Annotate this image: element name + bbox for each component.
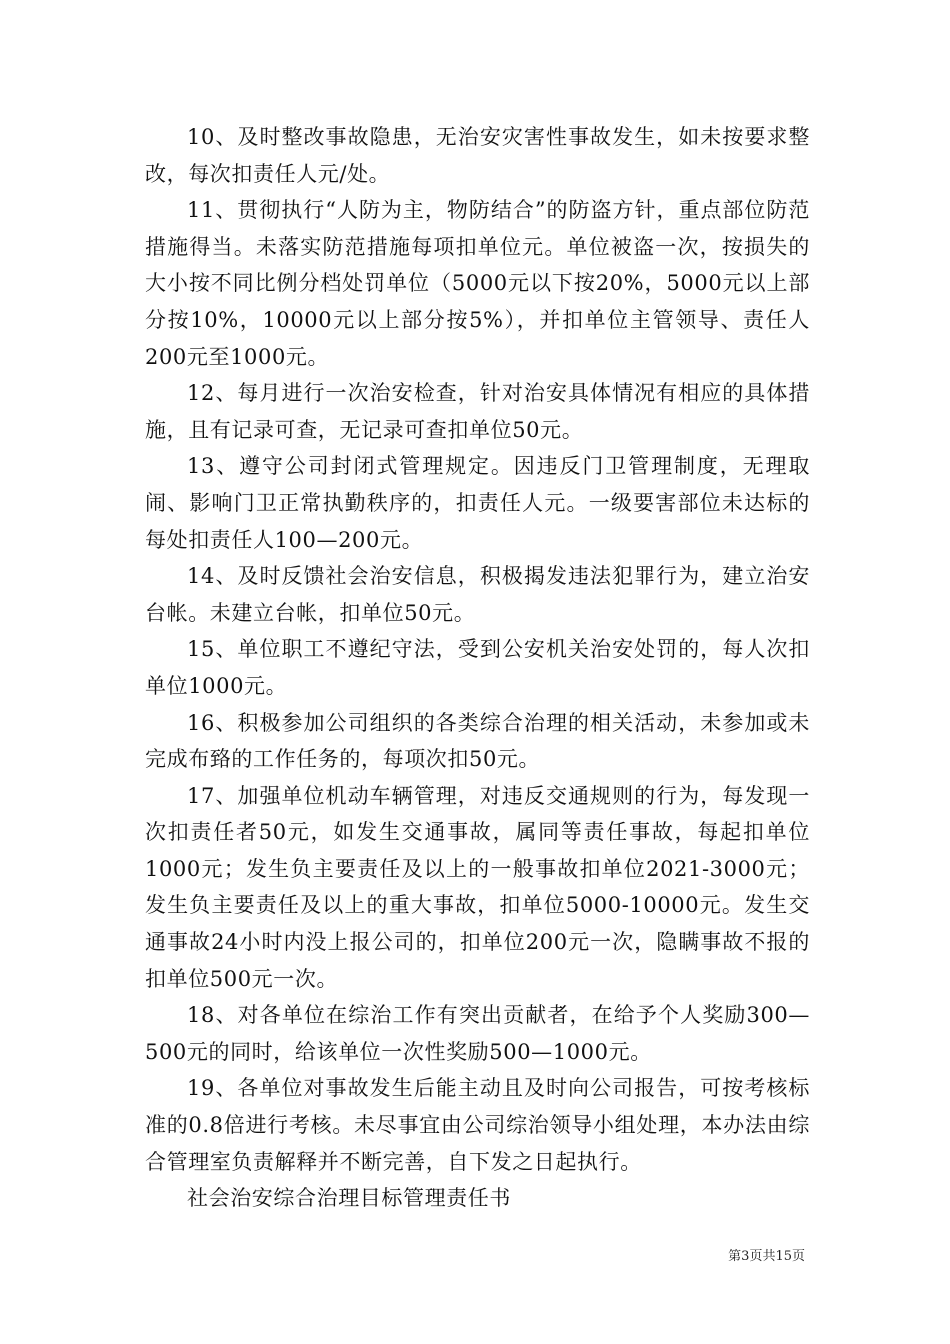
paragraph-item-14: 14、及时反馈社会治安信息，积极揭发违法犯罪行为，建立治安台帐。未建立台帐，扣单位50元。 <box>145 564 810 625</box>
paragraph-item-19: 19、各单位对事故发生后能主动且及时向公司报告，可按考核标准的0.8倍进行考核。未尽事宜由公司综治领导小组处理，本办法由综合管理室负责解释并不断完善，自下发之日起执行。 <box>145 1076 810 1174</box>
document-body <box>145 119 810 1217</box>
paragraph-item-11: 11、贯彻执行“人防为主，物防结合”的防盗方针，重点部位防范措施得当。未落实防范措施每项扣单位元。单位被盗一次，按损失的大小按不同比例分档处罚单位（5000元以下按20%，5000元以上部分按10%，10000元以上部分按5%），并扣单位主管领导、责任人200元至1000元。 <box>145 198 810 369</box>
paragraph-item-17: 17、加强单位机动车辆管理，对违反交通规则的行为，每发现一次扣责任者50元，如发生交通事故，属同等责任事故，每起扣单位1000元；发生负主要责任及以上的一般事故扣单位2021-3000元；发生负主要责任及以上的重大事故，扣单位5000-10000元。发生交通事故24小时内没上报公司的，扣单位200元一次，隐瞒事故不报的扣单位500元一次。 <box>145 783 810 991</box>
paragraph-item-18: 18、对各单位在综治工作有突出贡献者，在给予个人奖励300—500元的同时，给该单位一次性奖励500—1000元。 <box>145 1003 810 1064</box>
section-heading: 社会治安综合治理目标管理责任书 <box>187 1186 511 1211</box>
paragraph-item-12: 12、每月进行一次治安检查，针对治安具体情况有相应的具体措施，且有记录可查，无记录可查扣单位50元。 <box>145 381 810 442</box>
paragraph-item-15: 15、单位职工不遵纪守法，受到公安机关治安处罚的，每人次扣单位1000元。 <box>145 637 810 698</box>
paragraph-item-16: 16、积极参加公司组织的各类综合治理的相关活动，未参加或未完成布臵的工作任务的，每项次扣50元。 <box>145 710 810 772</box>
paragraph-item-10: 10、及时整改事故隐患，无治安灾害性事故发生，如未按要求整改，每次扣责任人元/处。 <box>145 125 810 186</box>
paragraph-item-13: 13、遵守公司封闭式管理规定。因违反门卫管理制度，无理取闹、影响门卫正常执勤秩序的，扣责任人元。一级要害部位未达标的每处扣责任人100—200元。 <box>145 454 810 552</box>
page-number-footer: 第3页共15页 <box>728 1249 805 1264</box>
